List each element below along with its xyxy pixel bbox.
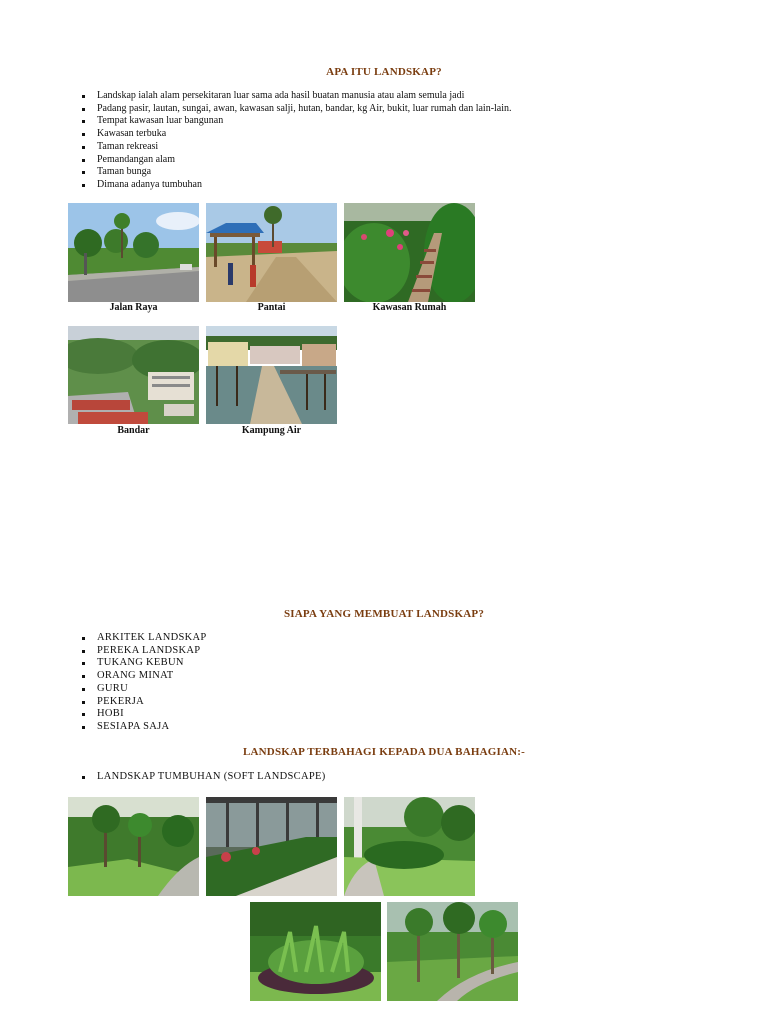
caption-pantai: Pantai	[257, 302, 286, 313]
photo-soft-landscape-5	[387, 902, 518, 1001]
list-item: Pemandangan alam	[76, 154, 512, 167]
caption-bandar: Bandar	[117, 425, 150, 436]
heading-siapa-yang-membuat-landskap: SIAPA YANG MEMBUAT LANDSKAP?	[283, 608, 485, 620]
creators-list	[76, 632, 207, 734]
list-item: Tempat kawasan luar bangunan	[76, 115, 512, 128]
photo-pantai	[206, 203, 337, 302]
definition-list	[76, 90, 512, 192]
list-item: ARKITEK LANDSKAP	[76, 632, 207, 645]
heading-landskap-terbahagi: LANDSKAP TERBAHAGI KEPADA DUA BAHAGIAN:-	[242, 746, 525, 758]
list-item: Dimana adanya tumbuhan	[76, 179, 512, 192]
heading-apa-itu-landskap: APA ITU LANDSKAP?	[326, 66, 442, 78]
photo-bandar	[68, 326, 199, 424]
list-item: TUKANG KEBUN	[76, 657, 207, 670]
list-item: PEKERJA	[76, 696, 207, 709]
list-item: SESIAPA SAJA	[76, 721, 207, 734]
photo-soft-landscape-2	[206, 797, 337, 896]
list-item: HOBI	[76, 708, 207, 721]
list-item: Kawasan terbuka	[76, 128, 512, 141]
list-item: GURU	[76, 683, 207, 696]
list-item: PEREKA LANDSKAP	[76, 645, 207, 658]
list-item: Padang pasir, lautan, sungai, awan, kawasan salji, hutan, bandar, kg Air, bukit, luar rumah dan lain-lain.	[76, 103, 512, 116]
caption-kampung-air: Kampung Air	[241, 425, 302, 436]
list-item: LANDSKAP TUMBUHAN (SOFT LANDSCAPE)	[76, 771, 326, 784]
list-item: Landskap ialah alam persekitaran luar sama ada hasil buatan manusia atau alam semula jadi	[76, 90, 512, 103]
caption-kawasan-rumah: Kawasan Rumah	[372, 302, 447, 313]
landscape-types-list	[76, 771, 326, 784]
photo-jalan-raya	[68, 203, 199, 302]
photo-kawasan-rumah	[344, 203, 475, 302]
photo-soft-landscape-1	[68, 797, 199, 896]
list-item: ORANG MINAT	[76, 670, 207, 683]
list-item: Taman rekreasi	[76, 141, 512, 154]
photo-soft-landscape-4	[250, 902, 381, 1001]
photo-kampung-air	[206, 326, 337, 424]
photo-soft-landscape-3	[344, 797, 475, 896]
list-item: Taman bunga	[76, 166, 512, 179]
caption-jalan-raya: Jalan Raya	[109, 302, 158, 313]
